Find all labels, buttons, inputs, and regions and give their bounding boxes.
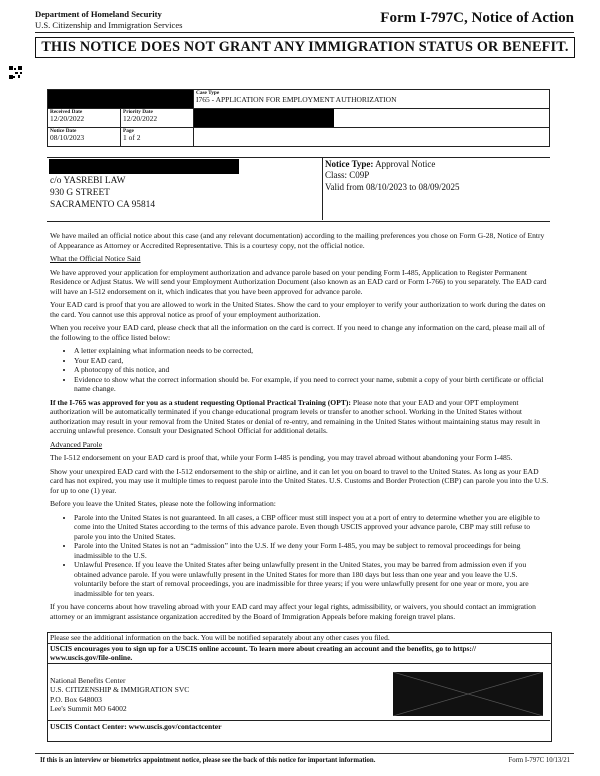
notice-type-value: Approval Notice [375,159,436,169]
notice-body [50,231,550,625]
case-type-label: Case Type [196,90,220,96]
list-item: • Parole into the United States is not guaranteed. In all cases, a CBP officer must still inspect you at a port of entry to determine whether you are eligible to come into the United States according to the terms of this advance parole. Even though USCIS approved your advance parole, CBP may still refuse to parole you into the United States. [74,513,550,542]
footer-rule [35,753,574,754]
additional-info-line: Please see the additional information on the back. You will be notified separately about any other cases you filed. [48,633,551,644]
list-item: • Unlawful Presence. If you leave the United States after being unlawfully present in the United States, you may be barred from admission even if you obtained advance parole. If you were unlawfully present in the United States for more than 180 days but less than one year and you leave the U.S. voluntarily before the start of removal proceedings, you are inadmissible for three years; if you were unlawfully present for one year or more, you are inadmissible for ten years. [74,560,550,598]
status-banner: THIS NOTICE DOES NOT GRANT ANY IMMIGRATION STATUS OR BENEFIT. [35,37,575,58]
online-account-link[interactable]: www.uscis.gov/file-online. [48,653,551,664]
list-item: • A photocopy of this notice, and [74,365,550,375]
correction-list [60,346,550,394]
section-heading-parole: Advanced Parole [50,439,103,449]
notice-date-label: Notice Date [50,128,77,134]
notice-type-label: Notice Type: [325,159,374,169]
list-item: • Evidence to show what the correct information should be. For example, if you need to correct your name, submit a copy of your birth certificate or official name change. [74,375,550,394]
address-line-3: SACRAMENTO CA 95814 [50,200,156,210]
center-po-box: P.O. Box 648003 [50,694,102,704]
ead-proof-paragraph: Your EAD card is proof that you are allowed to work in the United States. Show the card to your employer to verify your authorization to work during the dates on the card. You cannot use this approval notice as proof of your employment authorization. [50,300,546,319]
notice-class: Class: C09P [325,170,370,181]
i512-paragraph: The I-512 endorsement on your EAD card is proof that, while your Form I-485 is pending, you may travel abroad without abandoning your Form I-485. [50,453,513,462]
section-heading-official: What the Official Notice Said [50,254,141,263]
priority-date-value: 12/20/2022 [123,114,158,123]
form-version: Form I-797C 10/13/21 [508,757,570,764]
list-item: • A letter explaining what information needs to be corrected, [74,346,550,356]
case-info-table [47,89,550,147]
header-rule [35,32,574,33]
address-bottom-rule [47,221,550,222]
travel-paragraph: Show your unexpired EAD card with the I-512 endorsement to the ship or airline, and it can let you on board to travel to the United States. As long as your EAD card has not expired, you may use it multiple times to request parole into the United States. U.S. Customs and Border Protection (CBP) can parole you into the U.S. for up to one (1) year. [50,466,549,495]
page-label: Page [123,128,134,134]
address-line-1: c/o YASREBI LAW [50,176,126,186]
received-date-label: Received Date [50,109,83,115]
address-line-2: 930 G STREET [50,188,110,198]
notice-details [325,159,460,193]
footer-note: If this is an interview or biometrics appointment notice, please see the back of this notice for important information. [40,757,376,764]
address-divider [322,158,323,220]
opt-heading: If the I-765 was approved for you as a student requesting Optional Practical Training (OPT): [50,397,351,407]
list-item: • Parole into the United States is not an “admission” into the U.S. If we deny your Form I-485, you may be subject to removal proceedings for being inadmissible to the U.S. [74,541,550,560]
approval-paragraph: We have approved your application for employment authorization and advance parole based on your pending Form I-485, Application to Register Permanent Residence or Adjust Status. We will send your Employment Authorization Document (also known as an EAD card or Form I-766) to you separately. The EAD card will have an I-512 endorsement on it, which indicates that you have been approved for advance parole. [50,267,547,296]
center-agency: U.S. CITIZENSHIP & IMMIGRATION SVC [50,685,190,695]
addressee-redaction [49,159,239,174]
priority-date-label: Priority Date [123,109,153,115]
service-center-address [50,676,189,714]
notice-date-value: 08/10/2023 [50,133,85,142]
case-type-value: I765 - APPLICATION FOR EMPLOYMENT AUTHORIZATION [196,95,397,104]
opt-text: Please note that your EAD and your OPT employment authorization will be automatically terminated if you change educational program levels or transfer to another school. Working in the United States without authorization may result in your removal from the United States or denial of re-entry, and remaining in the United States without maintaining status may result in accruing unlawful presence. Consult your Designated School Official for additional details. [50,397,541,435]
contact-center-line: USCIS Contact Center: www.uscis.gov/contactcenter [50,722,222,731]
mailing-address [50,175,155,211]
courtesy-paragraph: We have mailed an official notice about this case (and any relevant documentation) according to the mailing preferences you chose on Form G-28, Notice of Entry of Appearance as Attorney or Accredited Representative. This is a courtesy copy, not the official notice. [50,231,545,250]
center-city: Lee's Summit MO 64002 [50,704,127,714]
center-name: National Benefits Center [50,676,126,685]
form-title: Form I-797C, Notice of Action [380,10,574,26]
received-date-value: 12/20/2022 [50,114,85,123]
notice-validity: Valid from 08/10/2023 to 08/09/2025 [325,181,460,192]
correction-paragraph: When you receive your EAD card, please check that all the information on the card is correct. If you need to change any information on the card, please mail all of the following to the office listed below: [50,323,545,342]
opt-paragraph [50,398,550,436]
agency-header [35,9,183,30]
department-name: Department of Homeland Security [35,9,162,19]
receipt-number-redaction [48,90,194,109]
before-leave-paragraph: Before you leave the United States, please note the following information: [50,499,276,508]
barcode-icon [9,66,22,79]
redacted-barcode-block [393,672,543,716]
list-item: • Your EAD card, [74,356,550,366]
concerns-paragraph: If you have concerns about how traveling abroad with your EAD card may affect your legal rights, admissibility, or waivers, you should contact an immigration attorney or an immigrant assistance organization accredited by the Board of Immigration Appeals before making foreign travel plans. [50,602,536,621]
beneficiary-redaction [194,109,334,127]
contact-rule [47,720,550,721]
page-value: 1 of 2 [123,133,141,142]
address-top-rule [47,157,550,158]
agency-name: U.S. Citizenship and Immigration Services [35,19,183,30]
online-account-line: USCIS encourages you to sign up for a USCIS online account. To learn more about creating an account and the benefits, go to https:// [50,643,477,653]
parole-list [60,513,550,599]
